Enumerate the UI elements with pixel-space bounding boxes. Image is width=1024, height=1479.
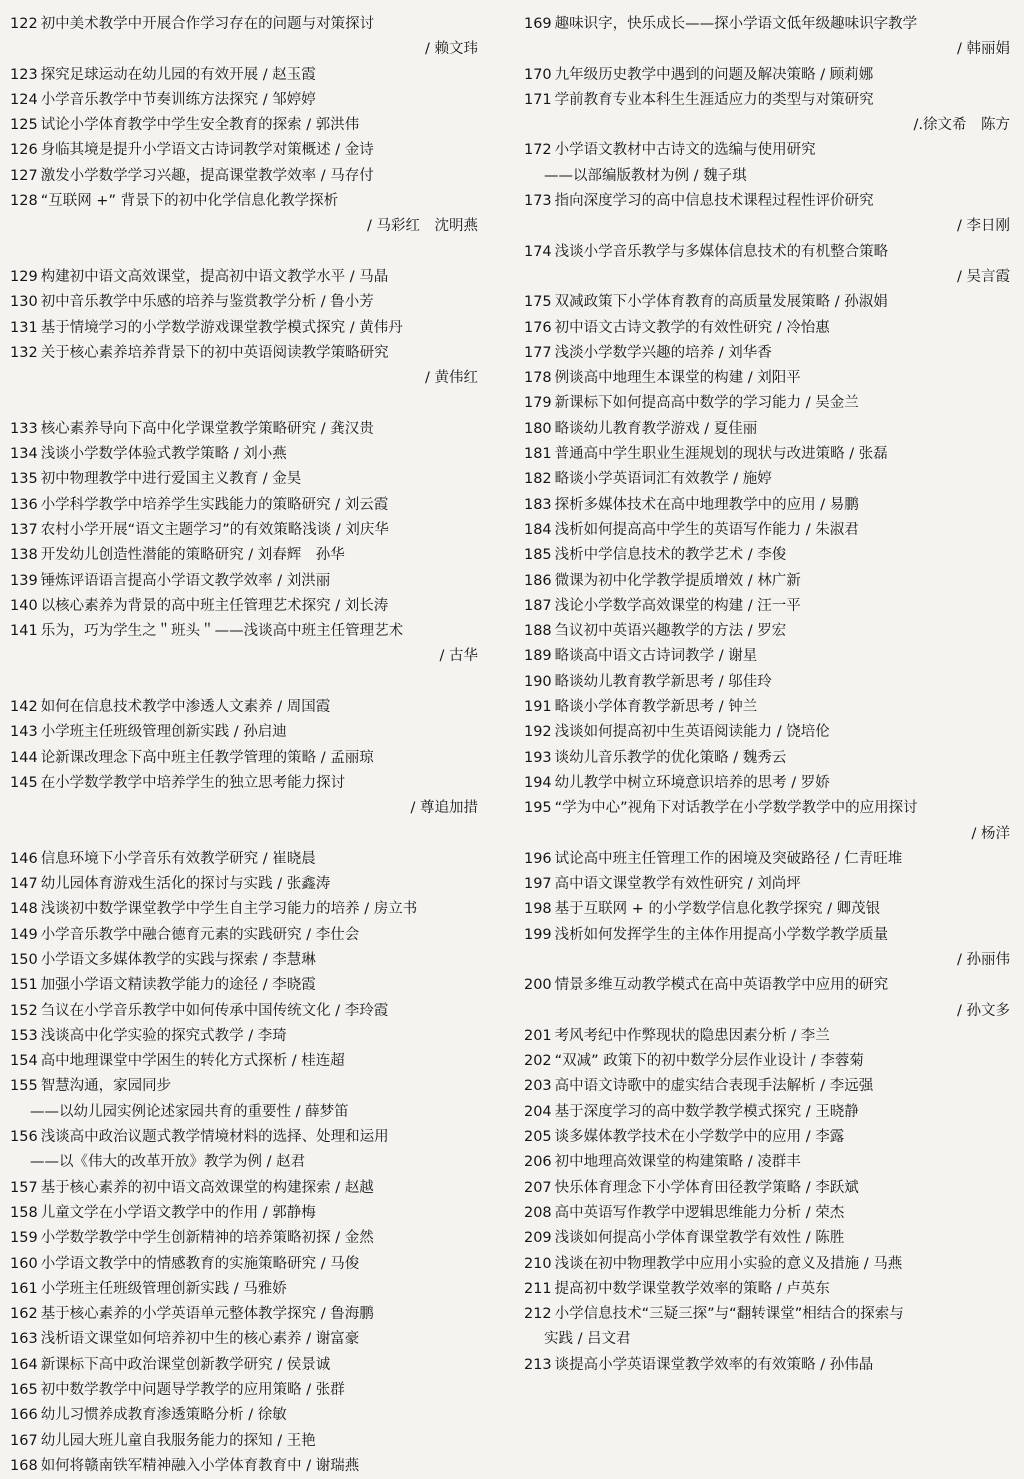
entry-number: 129 (10, 268, 38, 285)
entry-title: 探析多媒体技术在高中地理教学中的应用 / 易鹏 (554, 496, 859, 513)
entry-number: 182 (523, 471, 552, 488)
entry-number: 138 (10, 547, 38, 564)
toc-entry (10, 88, 506, 113)
entry-title: 考风考纪中作弊现状的隐患因素分析 / 李兰 (554, 1027, 830, 1044)
entry-title: 浅析如何提高高中学生的英语写作能力 / 朱淑君 (554, 521, 859, 538)
toc-entry (524, 1201, 1014, 1226)
entry-subtitle: 实践 / 吕文君 (543, 1331, 631, 1348)
entry-number: 202 (523, 1053, 552, 1070)
entry-title: 例谈高中地理生本课堂的构建 / 刘阳平 (554, 370, 801, 387)
entry-title: 初中音乐教学中乐感的培养与鉴赏教学分析 / 鲁小芳 (40, 294, 374, 311)
entry-author: / 孙丽伟 (957, 951, 1010, 968)
entry-number: 188 (523, 623, 552, 640)
toc-entry (524, 316, 1014, 341)
entry-title: 小学信息技术“三疑三探”与“翻转课堂”相结合的探索与 (554, 1306, 904, 1323)
toc-entry (524, 518, 1014, 543)
entry-number: 191 (523, 699, 552, 716)
entry-title: “互联网 +” 背景下的初中化学信息化教学探析 (40, 193, 339, 210)
entry-title: 谈提高小学英语课堂教学效率的有效策略 / 孙伟晶 (554, 1356, 874, 1373)
entry-title: 试论高中班主任管理工作的困境及突破路径 / 仁青旺堆 (554, 850, 903, 867)
toc-entry (524, 1226, 1014, 1251)
toc-entry (10, 1049, 506, 1074)
entry-title: 如何将赣南铁军精神融入小学体育教育中 / 谢瑞燕 (40, 1457, 360, 1474)
entry-title: 小学数学教学中学生创新精神的培养策略初探 / 金然 (40, 1230, 374, 1247)
toc-entry (524, 1176, 1014, 1201)
entry-number: 126 (10, 142, 38, 159)
entry-number: 203 (523, 1078, 552, 1095)
toc-entry (524, 493, 1014, 518)
entry-number: 151 (10, 977, 38, 994)
entry-author: / 李日刚 (957, 218, 1010, 235)
entry-number: 166 (10, 1407, 38, 1424)
entry-title: 幼儿习惯养成教育渗透策略分析 / 徐敏 (40, 1407, 287, 1424)
entry-number: 156 (10, 1129, 38, 1146)
entry-number: 172 (523, 142, 552, 159)
toc-entry (524, 720, 1014, 745)
toc-entry (10, 1378, 506, 1403)
entry-number: 148 (10, 901, 38, 918)
entry-number: 213 (523, 1356, 552, 1373)
toc-entry (524, 897, 1014, 922)
entry-number: 189 (523, 648, 552, 665)
spacer (10, 670, 506, 695)
entry-title: 浅析如何发挥学生的主体作用提高小学数学教学质量 (554, 926, 889, 943)
toc-entry (10, 265, 506, 290)
toc-right-column (524, 12, 1014, 1419)
entry-number: 152 (10, 1002, 38, 1019)
entry-title: 小学科学教学中培养学生实践能力的策略研究 / 刘云霞 (40, 496, 389, 513)
entry-number: 147 (10, 876, 38, 893)
entry-title: 初中物理教学中进行爱国主义教育 / 金昊 (40, 471, 302, 488)
toc-entry (10, 771, 506, 796)
toc-entry (10, 1176, 506, 1201)
entry-title: 双减政策下小学体育教育的高质量发展策略 / 孙淑娟 (554, 294, 888, 311)
entry-number: 164 (10, 1356, 38, 1373)
toc-entry (10, 1327, 506, 1352)
entry-number: 198 (523, 901, 552, 918)
toc-entry (524, 746, 1014, 771)
entry-title: 谈幼儿音乐教学的优化策略 / 魏秀云 (554, 749, 787, 766)
toc-entry (524, 569, 1014, 594)
toc-entry (10, 1024, 506, 1049)
toc-entry (10, 12, 506, 37)
entry-number: 183 (523, 496, 552, 513)
toc-entry (10, 569, 506, 594)
toc-entry (524, 1024, 1014, 1049)
entry-title: 幼儿教学中树立环境意识培养的思考 / 罗娇 (554, 774, 830, 791)
entry-number: 127 (10, 167, 38, 184)
entry-title: 浅谈在初中物理教学中应用小实验的意义及措施 / 马燕 (554, 1255, 903, 1272)
toc-entry (524, 695, 1014, 720)
toc-entry (10, 1302, 506, 1327)
entry-title: 普通高中学生职业生涯规划的现状与改进策略 / 张磊 (554, 446, 888, 463)
entry-title: 基于核心素养的初中语文高效课堂的构建探索 / 赵越 (40, 1179, 374, 1196)
entry-title: 指向深度学习的高中信息技术课程过程性评价研究 (554, 193, 874, 210)
entry-title: 开发幼儿创造性潜能的策略研究 / 刘春辉 孙华 (40, 547, 345, 564)
entry-title: 浅谈高中化学实验的探究式教学 / 李琦 (40, 1027, 287, 1044)
toc-entry (524, 1353, 1014, 1378)
entry-title: 趣味识字，快乐成长——探小学语文低年级趣味识字教学 (554, 16, 918, 32)
toc-entry (10, 1252, 506, 1277)
entry-title: 高中语文诗歌中的虚实结合表现手法解析 / 李远强 (554, 1078, 874, 1095)
entry-title: 农村小学开展“语文主题学习”的有效策略浅谈 / 刘庆华 (40, 521, 389, 538)
toc-entry (10, 113, 506, 138)
toc-entry (10, 164, 506, 189)
toc-entry (524, 973, 1014, 998)
entry-title: 浅谈小学音乐教学与多媒体信息技术的有机整合策略 (554, 243, 889, 260)
toc-entry (524, 63, 1014, 88)
entry-title: 浅谈高中政治议题式教学情境材料的选择、处理和运用 (40, 1129, 389, 1146)
entry-number: 199 (523, 926, 552, 943)
entry-number: 160 (10, 1255, 38, 1272)
toc-entry (10, 341, 506, 366)
entry-title: 激发小学数学学习兴趣，提高课堂教学效率 / 马存付 (40, 167, 374, 184)
spacer (10, 240, 506, 265)
entry-title: 智慧沟通，家园同步 (40, 1078, 172, 1095)
entry-number: 125 (10, 117, 38, 134)
toc-entry (10, 847, 506, 872)
entry-number: 122 (10, 16, 38, 32)
entry-title: 略谈幼儿教育教学新思考 / 邬佳玲 (554, 673, 772, 690)
entry-title: 浅析中学信息技术的教学艺术 / 李俊 (554, 547, 787, 564)
entry-number: 159 (10, 1230, 38, 1247)
entry-title: 构建初中语文高效课堂，提高初中语文教学水平 / 马晶 (40, 268, 389, 285)
entry-number: 200 (523, 977, 552, 994)
entry-number: 133 (10, 420, 38, 437)
entry-number: 157 (10, 1179, 38, 1196)
toc-entry (524, 442, 1014, 467)
toc-entry (524, 467, 1014, 492)
entry-author: / 吴言霞 (957, 268, 1010, 285)
entry-author: / 赖文玮 (424, 41, 478, 58)
toc-entry (524, 670, 1014, 695)
toc-entry (10, 1125, 506, 1150)
toc-entry (10, 518, 506, 543)
entry-number: 209 (523, 1230, 552, 1247)
toc-entry (524, 1252, 1014, 1277)
toc-entry (524, 290, 1014, 315)
entry-number: 175 (523, 294, 552, 311)
entry-number: 171 (523, 91, 552, 108)
entry-title: 浅谈如何提高小学体育课堂教学有效性 / 陈胜 (554, 1230, 845, 1247)
entry-author: / 马彩红 沈明燕 (366, 218, 478, 235)
entry-title: 关于核心素养培养背景下的初中英语阅读教学策略研究 (40, 344, 389, 361)
entry-number: 211 (523, 1280, 552, 1297)
entry-number: 180 (523, 420, 552, 437)
entry-number: 137 (10, 521, 38, 538)
entry-title: 如何在信息技术教学中渗透人文素养 / 周国霞 (40, 699, 331, 716)
entry-title: 以核心素养为背景的高中班主任管理艺术探究 / 刘长涛 (40, 597, 389, 614)
toc-entry (524, 391, 1014, 416)
entry-number: 131 (10, 319, 38, 336)
entry-title: 初中数学教学中问题导学教学的应用策略 / 张群 (40, 1382, 345, 1399)
entry-number: 150 (10, 951, 38, 968)
toc-entry (10, 1403, 506, 1428)
entry-number: 134 (10, 446, 38, 463)
entry-number: 207 (523, 1179, 552, 1196)
entry-number: 161 (10, 1280, 38, 1297)
entry-subtitle: ——以《伟大的改革开放》教学为例 / 赵君 (30, 1154, 306, 1171)
toc-entry (524, 341, 1014, 366)
entry-number: 144 (10, 749, 38, 766)
entry-title: 高中语文课堂教学有效性研究 / 刘尚坪 (554, 876, 801, 893)
entry-number: 169 (523, 16, 552, 32)
entry-number: 132 (10, 344, 38, 361)
entry-number: 187 (523, 597, 552, 614)
toc-entry (524, 771, 1014, 796)
entry-number: 165 (10, 1382, 38, 1399)
toc-entry (10, 1353, 506, 1378)
entry-number: 167 (10, 1432, 38, 1449)
toc-entry (10, 442, 506, 467)
toc-entry (10, 189, 506, 214)
toc-entry (524, 872, 1014, 897)
entry-title: 小学音乐教学中节奏训练方法探究 / 邹婷婷 (40, 91, 316, 108)
toc-entry (524, 1049, 1014, 1074)
entry-title: 论新课改理念下高中班主任教学管理的策略 / 孟丽琼 (40, 749, 374, 766)
entry-title: 高中地理课堂中学困生的转化方式探析 / 桂连超 (40, 1053, 345, 1070)
toc-entry (524, 1125, 1014, 1150)
entry-title: 浅谈小学数学体验式教学策略 / 刘小燕 (40, 446, 287, 463)
entry-title: 提高初中数学课堂教学效率的策略 / 卢英东 (554, 1280, 830, 1297)
entry-title: 学前教育专业本科生生涯适应力的类型与对策研究 (554, 91, 874, 108)
entry-author: / 尊追加措 (410, 800, 478, 817)
entry-number: 210 (523, 1255, 552, 1272)
toc-entry (524, 138, 1014, 163)
entry-number: 186 (523, 572, 552, 589)
entry-title: 情景多维互动教学模式在高中英语教学中应用的研究 (554, 977, 889, 994)
entry-title: 初中语文古诗文教学的有效性研究 / 冷怡惠 (554, 319, 830, 336)
entry-title: 幼儿园体育游戏生活化的探讨与实践 / 张鑫涛 (40, 876, 331, 893)
entry-number: 155 (10, 1078, 38, 1095)
toc-entry (10, 543, 506, 568)
toc-entry (10, 1454, 506, 1479)
entry-number: 195 (523, 800, 552, 817)
entry-number: 185 (523, 547, 552, 564)
entry-title: 初中地理高效课堂的构建策略 / 凌群丰 (554, 1154, 801, 1171)
entry-title: 基于情境学习的小学数学游戏课堂教学模式探究 / 黄伟丹 (40, 319, 403, 336)
toc-entry (10, 923, 506, 948)
toc-entry (10, 746, 506, 771)
entry-number: 190 (523, 673, 552, 690)
entry-title: 略谈小学体育教学新思考 / 钟兰 (554, 699, 758, 716)
entry-number: 192 (523, 724, 552, 741)
entry-title: 基于互联网 + 的小学数学信息化教学探究 / 卿茂银 (554, 901, 881, 918)
entry-title: 核心素养导向下高中化学课堂教学策略研究 / 龚汉贵 (40, 420, 374, 437)
entry-number: 179 (523, 395, 552, 412)
entry-title: 谈多媒体教学技术在小学数学中的应用 / 李露 (554, 1129, 845, 1146)
toc-entry (10, 872, 506, 897)
entry-title: 初中美术教学中开展合作学习存在的问题与对策探讨 (40, 16, 375, 32)
toc-entry (524, 543, 1014, 568)
entry-title: 基于核心素养的小学英语单元整体教学探究 / 鲁海鹏 (40, 1306, 374, 1323)
toc-entry (524, 644, 1014, 669)
toc-entry (10, 897, 506, 922)
entry-number: 140 (10, 597, 38, 614)
entry-number: 154 (10, 1053, 38, 1070)
entry-number: 136 (10, 496, 38, 513)
entry-title: 身临其境是提升小学语文古诗词教学对策概述 / 金诗 (40, 142, 374, 159)
entry-number: 145 (10, 774, 38, 791)
toc-entry (10, 999, 506, 1024)
entry-title: 新课标下如何提高高中数学的学习能力 / 吴金兰 (554, 395, 859, 412)
entry-number: 130 (10, 294, 38, 311)
entry-number: 162 (10, 1306, 38, 1323)
toc-entry (10, 467, 506, 492)
entry-title: 略谈高中语文古诗词教学 / 谢星 (554, 648, 758, 665)
entry-number: 135 (10, 471, 38, 488)
toc-entry (524, 240, 1014, 265)
entry-title: 小学语文教学中的情感教育的实施策略研究 / 马俊 (40, 1255, 360, 1272)
toc-entry (524, 88, 1014, 113)
spacer (10, 391, 506, 416)
entry-title: 浅析语文课堂如何培养初中生的核心素养 / 谢富豪 (40, 1331, 360, 1348)
entry-author: / 古华 (439, 648, 478, 665)
toc-entry (524, 1302, 1014, 1327)
toc-entry (524, 1277, 1014, 1302)
entry-number: 158 (10, 1204, 38, 1221)
entry-title: 浅论小学数学高效课堂的构建 / 汪一平 (554, 597, 801, 614)
entry-number: 149 (10, 926, 38, 943)
entry-title: 微课为初中化学教学提质增效 / 林广新 (554, 572, 801, 589)
toc-entry (10, 493, 506, 518)
entry-number: 181 (523, 446, 552, 463)
entry-subtitle: ——以部编版教材为例 / 魏子琪 (543, 167, 747, 184)
entry-number: 153 (10, 1027, 38, 1044)
entry-number: 212 (523, 1306, 552, 1323)
toc-entry (524, 12, 1014, 37)
entry-author: / 韩丽娟 (957, 41, 1010, 58)
toc-entry (10, 290, 506, 315)
entry-number: 168 (10, 1457, 38, 1474)
entry-title: 九年级历史教学中遇到的问题及解决策略 / 顾莉娜 (554, 66, 874, 83)
entry-title: 基于深度学习的高中数学教学模式探究 / 王晓静 (554, 1103, 859, 1120)
entry-title: 高中英语写作教学中逻辑思维能力分析 / 荣杰 (554, 1204, 845, 1221)
entry-author: / 孙文多 (957, 1002, 1010, 1019)
entry-title: 幼儿园大班儿童自我服务能力的探知 / 王艳 (40, 1432, 316, 1449)
entry-number: 205 (523, 1129, 552, 1146)
entry-number: 196 (523, 850, 552, 867)
entry-title: 在小学数学教学中培养学生的独立思考能力探讨 (40, 774, 346, 791)
entry-title: 小学音乐教学中融合德育元素的实践研究 / 李仕会 (40, 926, 360, 943)
toc-entry (524, 923, 1014, 948)
entry-title: 浅谈如何提高初中生英语阅读能力 / 饶培伦 (554, 724, 830, 741)
entry-title: 小学班主任班级管理创新实践 / 孙启迪 (40, 724, 287, 741)
entry-title: 试论小学体育教学中学生安全教育的探索 / 郭洪伟 (40, 117, 360, 134)
entry-title: 刍议初中英语兴趣教学的方法 / 罗宏 (554, 623, 787, 640)
entry-number: 128 (10, 193, 38, 210)
entry-number: 194 (523, 774, 552, 791)
toc-entry (524, 847, 1014, 872)
entry-subtitle: ——以幼儿园实例论述家园共育的重要性 / 薛梦笛 (30, 1103, 349, 1120)
entry-number: 193 (523, 749, 552, 766)
toc-entry (10, 720, 506, 745)
entry-title: 小学班主任班级管理创新实践 / 马雅娇 (40, 1280, 287, 1297)
toc-entry (524, 1100, 1014, 1125)
entry-number: 204 (523, 1103, 552, 1120)
toc-entry (10, 1277, 506, 1302)
toc-entry (524, 1074, 1014, 1099)
entry-author: / 杨洋 (971, 825, 1010, 842)
entry-number: 174 (523, 243, 552, 260)
entry-title: 浅谈初中数学课堂教学中学生自主学习能力的培养 / 房立书 (40, 901, 418, 918)
spacer (10, 822, 506, 847)
entry-number: 142 (10, 699, 38, 716)
entry-number: 201 (523, 1027, 552, 1044)
toc-entry (10, 63, 506, 88)
toc-entry (10, 594, 506, 619)
toc-entry (524, 594, 1014, 619)
toc-entry (10, 1201, 506, 1226)
entry-title: 浅淡小学数学兴趣的培养 / 刘华香 (554, 344, 772, 361)
toc-entry (524, 796, 1014, 821)
toc-entry (10, 619, 506, 644)
toc-entry (524, 1150, 1014, 1175)
entry-title: 略谈幼儿教育教学游戏 / 夏佳丽 (554, 420, 758, 437)
toc-entry (10, 695, 506, 720)
toc-entry (10, 948, 506, 973)
entry-number: 170 (523, 66, 552, 83)
entry-title: 乐为，巧为学生之＂班头＂——浅谈高中班主任管理艺术 (40, 623, 404, 640)
toc-entry (10, 1429, 506, 1454)
entry-title: 儿童文学在小学语文教学中的作用 / 郭静梅 (40, 1204, 316, 1221)
entry-title: 快乐体育理念下小学体育田径教学策略 / 李跃斌 (554, 1179, 859, 1196)
entry-title: 新课标下高中政治课堂创新教学研究 / 侯景诚 (40, 1356, 331, 1373)
entry-number: 206 (523, 1154, 552, 1171)
entry-title: 小学语文教材中古诗文的选编与使用研究 (554, 142, 816, 159)
toc-entry (524, 366, 1014, 391)
entry-number: 184 (523, 521, 552, 538)
toc-entry (10, 316, 506, 341)
entry-number: 178 (523, 370, 552, 387)
entry-number: 197 (523, 876, 552, 893)
toc-entry (524, 619, 1014, 644)
entry-title: 刍议在小学音乐教学中如何传承中国传统文化 / 李玲霞 (40, 1002, 389, 1019)
entry-title: 信息环境下小学音乐有效教学研究 / 崔晓晨 (40, 850, 316, 867)
entry-title: “双减” 政策下的初中数学分层作业设计 / 李蓉菊 (554, 1053, 864, 1070)
entry-title: 探究足球运动在幼儿园的有效开展 / 赵玉霞 (40, 66, 316, 83)
entry-number: 177 (523, 344, 552, 361)
entry-author: /.徐文希 陈方 (913, 117, 1010, 134)
entry-author: / 黄伟红 (424, 370, 478, 387)
entry-title: 锤炼评语语言提高小学语文教学效率 / 刘洪丽 (40, 572, 331, 589)
entry-number: 124 (10, 91, 38, 108)
entry-number: 176 (523, 319, 552, 336)
entry-number: 139 (10, 572, 38, 589)
entry-number: 163 (10, 1331, 38, 1348)
toc-entry (10, 417, 506, 442)
entry-number: 141 (10, 623, 38, 640)
toc-entry (10, 1226, 506, 1251)
toc-entry (524, 417, 1014, 442)
entry-number: 208 (523, 1204, 552, 1221)
toc-entry (10, 1074, 506, 1099)
entry-title: 加强小学语文精读教学能力的途径 / 李晓霞 (40, 977, 316, 994)
entry-number: 143 (10, 724, 38, 741)
entry-title: 略谈小学英语词汇有效教学 / 施婷 (554, 471, 772, 488)
toc-entry (10, 973, 506, 998)
toc-entry (524, 189, 1014, 214)
entry-number: 173 (523, 193, 552, 210)
toc-left-column (10, 12, 506, 1474)
entry-number: 123 (10, 66, 38, 83)
entry-number: 146 (10, 850, 38, 867)
entry-title: “学为中心”视角下对话教学在小学数学教学中的应用探讨 (554, 800, 918, 817)
entry-title: 小学语文多媒体教学的实践与探索 / 李慧琳 (40, 951, 316, 968)
toc-entry (10, 138, 506, 163)
